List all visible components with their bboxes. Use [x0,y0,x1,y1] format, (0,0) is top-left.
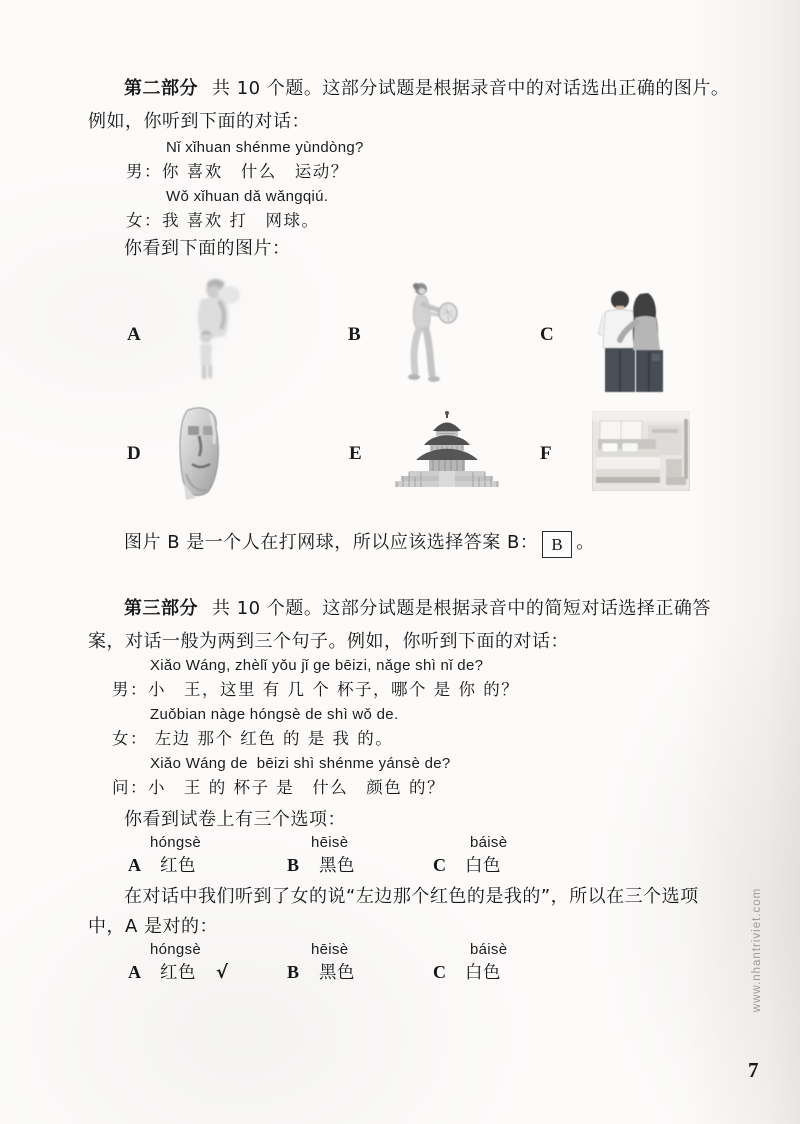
check-mark: √ [216,962,229,983]
option2-b [287,959,355,984]
option1-c [433,852,501,877]
part3-dialogue-line-2 [112,725,393,749]
dialogue-text: 左边 那个 红色 的 是 我 的。 [148,729,394,748]
answer-suffix: 。 [576,532,595,553]
adult-with-child-photo [175,275,245,387]
explanation-line1: 在对话中我们听到了女的说“左边那个红色的是我的”，所以在三个选项 [124,886,699,907]
dialogue-text: 我 喜欢 打 网球。 [162,211,320,230]
part2-intro-paragraph [88,72,740,138]
option2-a [128,959,229,984]
dialogue-text: 你 喜欢 什么 运动？ [162,162,349,181]
page-number: 7 [748,1058,759,1082]
website-watermark: www.nhantriviet.com [751,887,763,1013]
part2-heading: 第二部分 [124,78,198,99]
option-letter: B [287,962,300,982]
option-word: 红色 [160,963,196,983]
dialogue-text: 小 王 的 杯子 是 什么 颜色 的？ [148,778,445,797]
answer-box: B [542,531,572,558]
hotel-bedroom-photo [592,411,690,491]
choice-c-label: C [540,324,554,345]
part3-see-options-line: 你看到试卷上有三个选项： [124,809,346,830]
option-letter: A [128,962,142,982]
speaker-label: 女： [126,211,162,230]
option-word: 黑色 [319,856,355,876]
choice-d-label: D [127,443,141,464]
part2-intro-line1: 共 10 个题。这部分试题是根据录音中的对话选出正确的图片。 [212,78,730,99]
choice-f-label: F [540,443,552,464]
option2-a-pinyin: hóngsè [150,941,202,958]
part3-intro-line2: 案，对话一般为两到三个句子。例如，你听到下面的对话： [88,631,569,652]
option2-c-pinyin: báisè [470,941,508,958]
part2-pinyin-line-1: Nǐ xǐhuan shénme yùndòng? [166,139,364,156]
part3-pinyin-line-1: Xiǎo Wáng, zhèlǐ yǒu jǐ ge bēizi, nǎge shì nǐ de? [150,657,484,674]
part2-see-pictures-line: 你看到下面的图片： [124,238,291,259]
dialogue-text: 小 王，这里 有 几 个 杯子，哪个 是 你 的？ [148,680,520,699]
option1-b-pinyin: hēisè [311,834,349,851]
option-word: 红色 [160,856,196,876]
option-letter: C [433,962,447,982]
option1-a [128,852,196,877]
option-letter: A [128,855,142,875]
answer-prefix: 图片 B 是一个人在打网球，所以应该选择答案 B： [124,532,539,553]
temple-of-heaven-photo [389,410,505,494]
speaker-label: 男： [126,162,162,181]
couple-walking-from-behind-photo [590,288,685,394]
part2-intro-line2: 例如，你听到下面的对话： [88,111,310,132]
explanation-line2: 中，A 是对的： [88,916,219,937]
option1-b [287,852,355,877]
speaker-label: 女： [112,729,148,748]
woman-playing-tennis-photo [390,278,466,390]
option-letter: B [287,855,300,875]
part2-dialogue-line-2 [126,207,320,231]
part3-pinyin-line-2: Zuǒbian nàge hóngsè de shì wǒ de. [150,706,399,723]
option-word: 白色 [465,856,501,876]
part3-intro-line1: 共 10 个题。这部分试题是根据录音中的简短对话选择正确答 [212,598,711,619]
choice-a-label: A [127,324,141,345]
option1-c-pinyin: báisè [470,834,508,851]
part3-explanation [88,882,740,942]
option-word: 黑色 [319,963,355,983]
part3-pinyin-line-3: Xiǎo Wáng de bēizi shì shénme yánsè de? [150,755,451,772]
option2-c [433,959,501,984]
speaker-label: 男： [112,680,148,699]
choice-e-label: E [349,443,362,464]
option-word: 白色 [465,963,501,983]
speaker-label: 问： [112,778,148,797]
part3-dialogue-line-1 [112,676,519,700]
part2-answer-line [124,528,595,558]
option2-b-pinyin: hēisè [311,941,349,958]
part2-dialogue-line-1 [126,158,349,182]
part2-pinyin-line-2: Wǒ xǐhuan dǎ wǎngqiú. [166,188,329,205]
stone-head-sculpture-photo [166,404,234,502]
part3-intro-paragraph [88,592,740,658]
part3-heading: 第三部分 [124,598,198,619]
choice-b-label: B [348,324,361,345]
part3-dialogue-line-3 [112,774,445,798]
option1-a-pinyin: hóngsè [150,834,202,851]
option-letter: C [433,855,447,875]
